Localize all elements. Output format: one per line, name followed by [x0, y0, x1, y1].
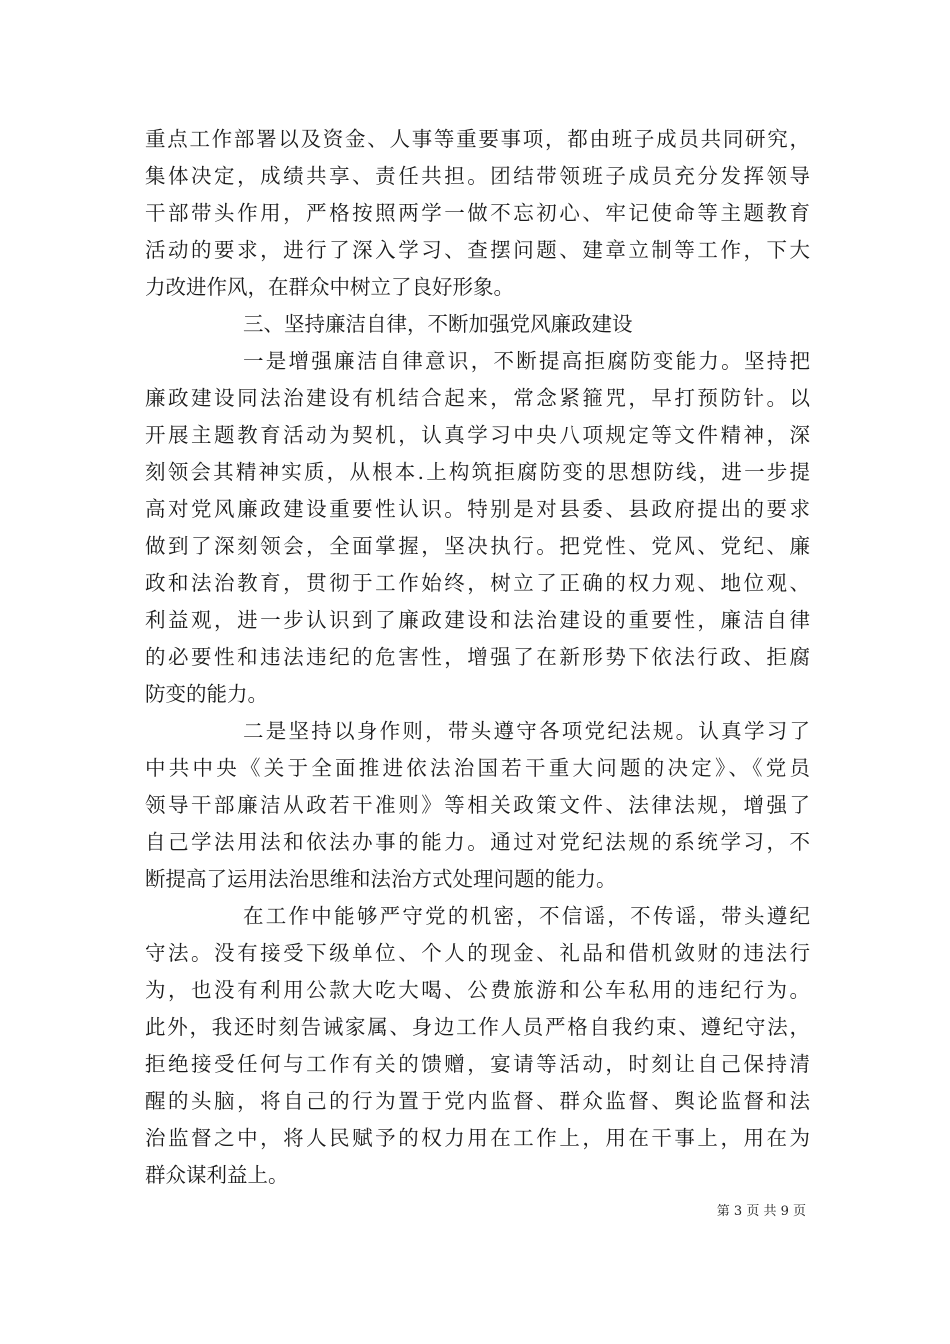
paragraph-1-line-4: 活动的要求，进行了深入学习、查摆问题、建章立制等工作，下大 — [145, 238, 810, 262]
paragraph-2-line-3: 开展主题教育活动为契机，认真学习中央八项规定等文件精神，深 — [145, 423, 810, 447]
paragraph-4-line-8: 群众谋利益上。 — [145, 1163, 289, 1187]
section-heading-3: 三、坚持廉洁自律，不断加强党风廉政建设 — [243, 312, 633, 336]
paragraph-2-line-10: 防变的能力。 — [145, 682, 268, 706]
paragraph-1-line-5: 力改进作风，在群众中树立了良好形象。 — [145, 275, 514, 299]
page-number-footer: 第 3 页 共 9 页 — [716, 1204, 806, 1219]
paragraph-1-line-3: 干部带头作用，严格按照两学一做不忘初心、牢记使命等主题教育 — [145, 201, 810, 225]
paragraph-2-line-2: 廉政建设同法治建设有机结合起来，常念紧箍咒，早打预防针。以 — [145, 386, 810, 410]
paragraph-2-line-6: 做到了深刻领会，全面掌握，坚决执行。把党性、党风、党纪、廉 — [145, 534, 810, 558]
paragraph-4-line-3: 为，也没有利用公款大吃大喝、公费旅游和公车私用的违纪行为。 — [145, 978, 810, 1002]
paragraph-4-line-6: 醒的头脑，将自己的行为置于党内监督、群众监督、舆论监督和法 — [145, 1089, 810, 1113]
paragraph-2-line-4: 刻领会其精神实质，从根本.上构筑拒腐防变的思想防线，进一步提 — [145, 460, 810, 484]
paragraph-2-line-5: 高对党风廉政建设重要性认识。特别是对县委、县政府提出的要求 — [145, 497, 810, 521]
paragraph-2-line-7: 政和法治教育，贯彻于工作始终，树立了正确的权力观、地位观、 — [145, 571, 810, 595]
paragraph-3-line-1: 二是坚持以身作则，带头遵守各项党纪法规。认真学习了 — [243, 719, 810, 743]
paragraph-3-line-5: 断提高了运用法治思维和法治方式处理问题的能力。 — [145, 867, 617, 891]
paragraph-1-line-2: 集体决定，成绩共享、责任共担。团结带领班子成员充分发挥领导 — [145, 164, 810, 188]
paragraph-4-line-5: 拒绝接受任何与工作有关的馈赠，宴请等活动，时刻让自己保持清 — [145, 1052, 810, 1076]
paragraph-3-line-4: 自己学法用法和依法办事的能力。通过对党纪法规的系统学习，不 — [145, 830, 810, 854]
paragraph-2-line-1: 一是增强廉洁自律意识，不断提高拒腐防变能力。坚持把 — [243, 349, 810, 373]
paragraph-4-line-4: 此外，我还时刻告诫家属、身边工作人员严格自我约束、遵纪守法， — [145, 1015, 810, 1039]
paragraph-4-line-7: 治监督之中，将人民赋予的权力用在工作上，用在干事上，用在为 — [145, 1126, 810, 1150]
paragraph-3-line-2: 中共中央《关于全面推进依法治国若干重大问题的决定》、《党员 — [145, 756, 810, 780]
paragraph-4-line-2: 守法。没有接受下级单位、个人的现金、礼品和借机敛财的违法行 — [145, 941, 810, 965]
paragraph-1-line-1: 重点工作部署以及资金、人事等重要事项，都由班子成员共同研究， — [145, 127, 810, 151]
paragraph-2-line-9: 的必要性和违法违纪的危害性，增强了在新形势下依法行政、拒腐 — [145, 645, 810, 669]
paragraph-2-line-8: 利益观，进一步认识到了廉政建设和法治建设的重要性，廉洁自律 — [145, 608, 810, 632]
paragraph-3-line-3: 领导干部廉洁从政若干准则》等相关政策文件、法律法规，增强了 — [145, 793, 810, 817]
paragraph-4-line-1: 在工作中能够严守党的机密，不信谣，不传谣，带头遵纪 — [243, 904, 810, 928]
